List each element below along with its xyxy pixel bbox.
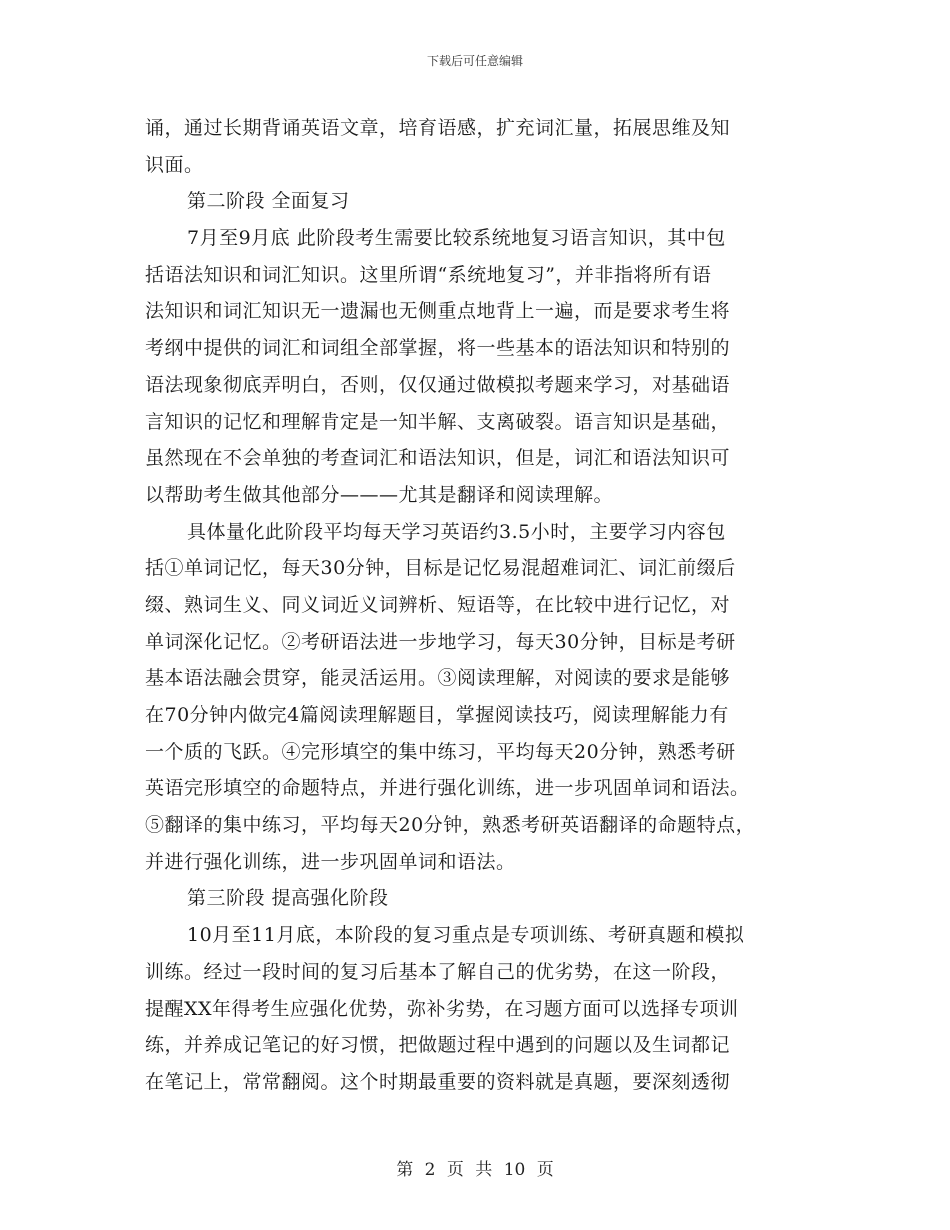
text-line: 缀、熟词生义、同义词近义词辨析、短语等，在比较中进行记忆，对 (145, 593, 731, 616)
document-body (145, 110, 805, 1101)
text-line: 一个质的飞跃。④完形填空的集中练习，平均每天20分钟，熟悉考研 (145, 740, 736, 763)
text-line: 英语完形填空的命题特点，并进行强化训练，进一步巩固单词和语法。 (145, 777, 750, 800)
text-line: 法知识和词汇知识无一遗漏也无侧重点地背上一遍，而是要求考生将 (145, 300, 731, 323)
text-line: 第三阶段 提高强化阶段 (187, 887, 389, 910)
text-line: 语法现象彻底弄明白，否则，仅仅通过做模拟考题来学习，对基础语 (145, 373, 731, 396)
text-line: 言知识的记忆和理解肯定是一知半解、支离破裂。语言知识是基础， (145, 410, 731, 433)
text-line: ⑤翻译的集中练习，平均每天20分钟，熟悉考研英语翻译的命题特点， (145, 814, 756, 837)
text-line: 括①单词记忆，每天30分钟，目标是记忆易混超难词汇、词汇前缀后 (145, 557, 736, 580)
page-footer (0, 1155, 950, 1180)
current-page-number: 2 (424, 1160, 436, 1180)
total-label-prefix: 共 (475, 1160, 493, 1180)
text-line: 考纲中提供的词汇和词组全部掌握，将一些基本的语法知识和特别的 (145, 337, 731, 360)
text-line: 具体量化此阶段平均每天学习英语约3.5小时，主要学习内容包 (187, 520, 726, 543)
text-line: 训练。经过一段时间的复习后基本了解自己的优劣势，在这一阶段， (145, 960, 731, 983)
page-header-note: 下载后可任意编辑 (426, 54, 523, 68)
text-line: 单词深化记忆。②考研语法进一步地学习，每天30分钟，目标是考研 (145, 630, 736, 653)
text-line: 括语法知识和词汇知识。这里所谓“系统地复习”，并非指将所有语 (145, 263, 712, 286)
text-line: 提醒XX年得考生应强化优势，弥补劣势，在习题方面可以选择专项训 (145, 997, 739, 1020)
total-page-number: 10 (503, 1160, 526, 1180)
text-line: 以帮助考生做其他部分———尤其是翻译和阅读理解。 (145, 483, 614, 506)
text-line: 10月至11月底，本阶段的复习重点是专项训练、考研真题和模拟 (187, 924, 745, 947)
text-line: 虽然现在不会单独的考查词汇和语法知识，但是，词汇和语法知识可 (145, 447, 731, 470)
text-line: 在笔记上，常常翻阅。这个时期最重要的资料就是真题，要深刻透彻 (145, 1070, 731, 1093)
text-line: 识面。 (145, 153, 204, 176)
text-line: 并进行强化训练，进一步巩固单词和语法。 (145, 850, 516, 873)
text-line: 在70分钟内做完4篇阅读理解题目，掌握阅读技巧，阅读理解能力有 (145, 704, 729, 726)
text-line: 练，并养成记笔记的好习惯，把做题过程中遇到的问题以及生词都记 (145, 1034, 731, 1057)
text-line: 诵，通过长期背诵英语文章，培育语感，扩充词汇量，拓展思维及知 (145, 117, 731, 139)
total-label-suffix: 页 (536, 1160, 554, 1180)
page-label-prefix: 第 (396, 1160, 414, 1180)
page-label-mid: 页 (446, 1160, 464, 1180)
text-line: 基本语法融会贯穿，能灵活运用。③阅读理解，对阅读的要求是能够 (145, 667, 731, 690)
text-line: 7月至9月底 此阶段考生需要比较系统地复习语言知识，其中包 (187, 227, 726, 250)
text-line: 第二阶段 全面复习 (187, 190, 350, 213)
